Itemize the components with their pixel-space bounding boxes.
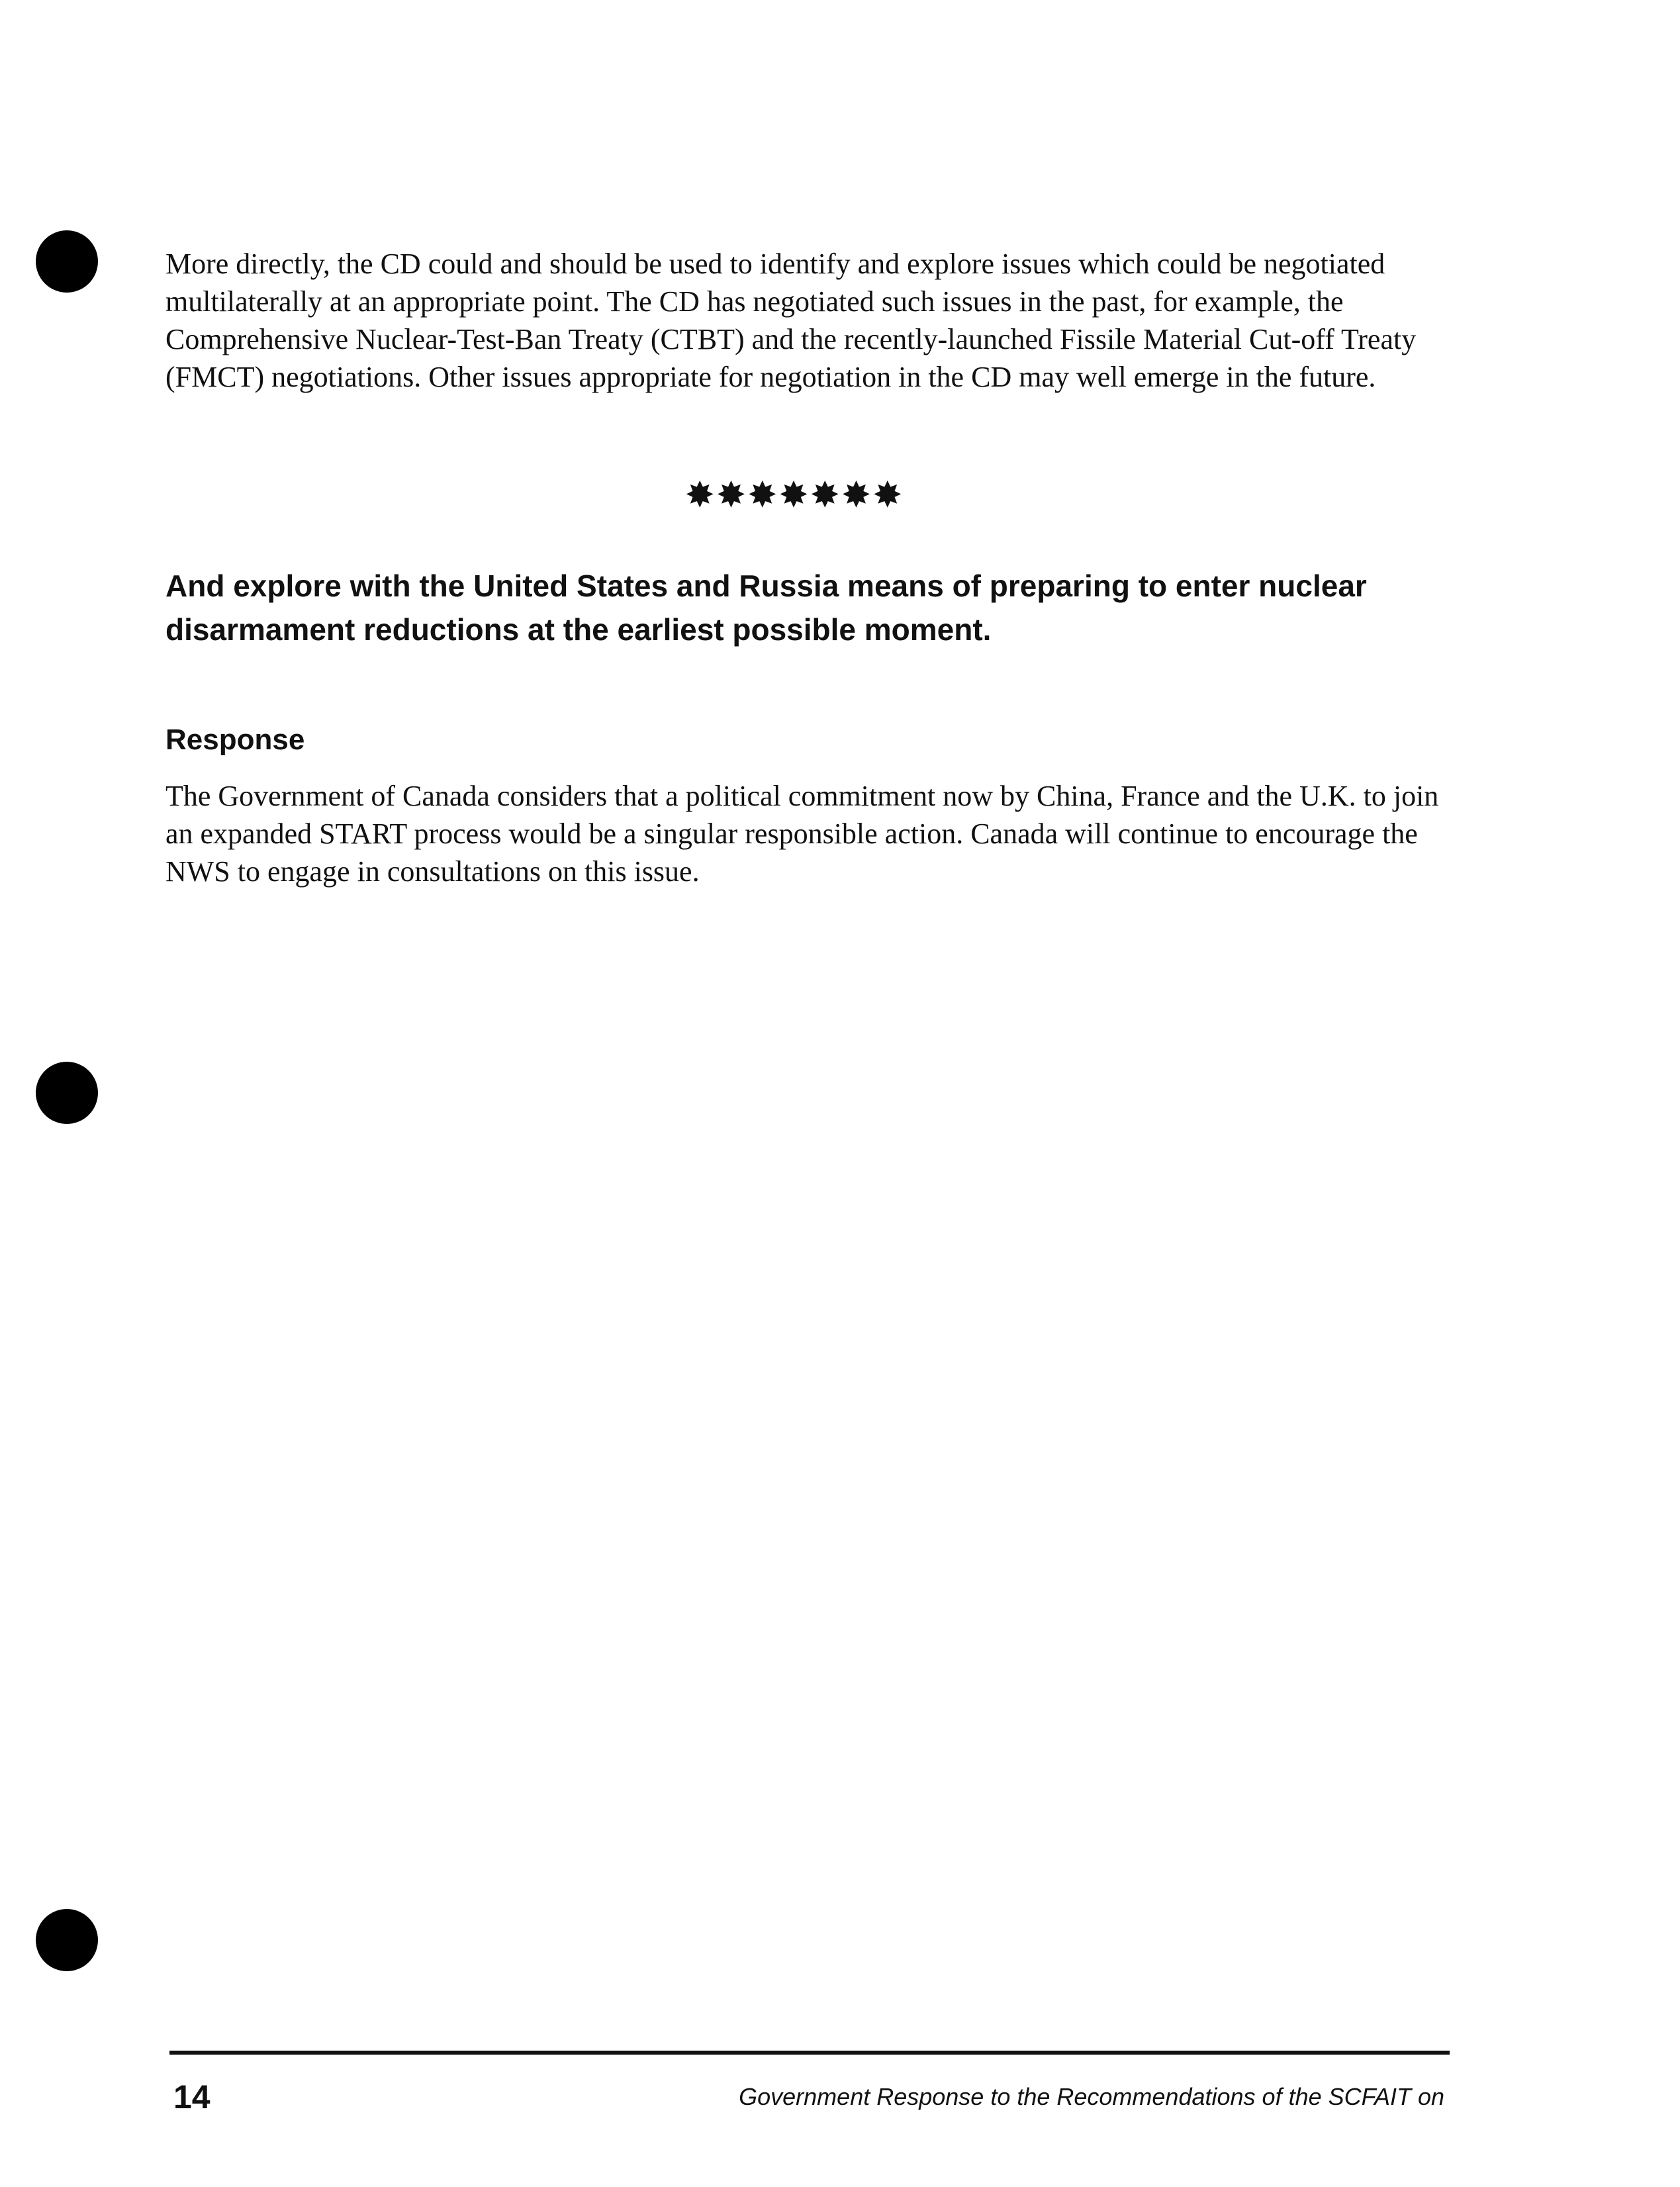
punch-hole-top [36,230,98,293]
punch-hole-bottom [36,1909,98,1971]
intro-paragraph: More directly, the CD could and should be used to identify and explore issues which could be negotiated multilaterally at an appropriate point. The CD has negotiated such issues in the past, for example, the Comprehensive Nuclear-Test-Ban Treaty (CTBT) and the recently-launched Fissile Material Cut-off Treaty (FMCT) negotiations. Other issues appropriate for negotiation in the CD may well emerge in the future. [165,248,1417,393]
recommendation-heading: And explore with the United States and Russia means of preparing to enter nuclear disarmament reductions at the earliest possible moment. [165,569,1367,647]
response-paragraph: The Government of Canada considers that a political commitment now by China, France and the U.K. to join an expanded START process would be a singular responsible action. Canada will continue to encourage the NWS to engage in consultations on this issue. [165,780,1439,888]
page-number: 14 [173,2078,210,2116]
asterisk-separator: ✸✸✸✸✸✸✸ [684,474,904,516]
response-heading: Response [165,723,305,756]
punch-hole-middle [36,1062,98,1124]
running-footer-title: Government Response to the Recommendations of the SCFAIT on [739,2083,1444,2110]
footer-rule [169,2051,1450,2055]
